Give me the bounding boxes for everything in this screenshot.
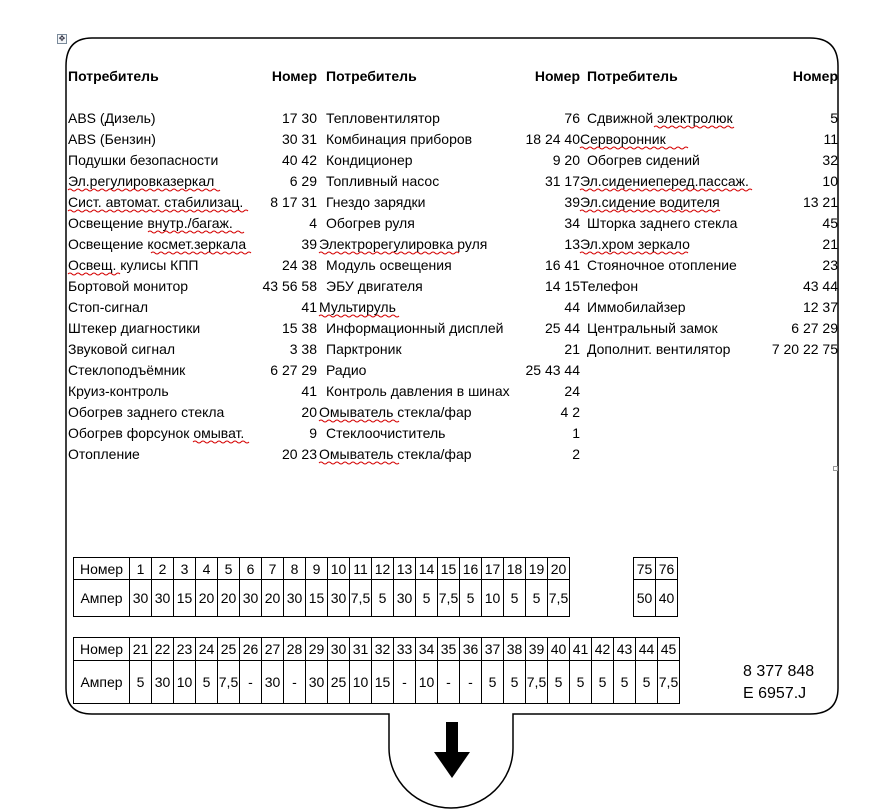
fuse-number-cell: 26 xyxy=(240,638,262,661)
fuse-amp-cell: 5 xyxy=(130,661,152,704)
fuse-numbers: 6 27 29 xyxy=(270,362,317,378)
consumer-row xyxy=(68,194,317,215)
consumer-name: Радио xyxy=(326,362,367,378)
consumer-name: Звуковой сигнал xyxy=(68,341,176,357)
fuse-numbers: 7 20 22 75 xyxy=(771,341,838,357)
consumer-name: Контроль давления в шинах xyxy=(326,383,510,399)
fuse-amp-cell: 5 xyxy=(504,580,526,617)
fuse-amp-cell: - xyxy=(460,661,482,704)
fuse-amp-cell: 15 xyxy=(306,580,328,617)
consumer-name: Мультируль xyxy=(319,299,396,315)
fuse-number-cell: 11 xyxy=(350,558,372,580)
fuse-numbers: 40 42 xyxy=(281,152,317,168)
fuse-number-cell: 32 xyxy=(372,638,394,661)
fuse-number-cell: 17 xyxy=(482,558,504,580)
fuse-numbers: 1 xyxy=(572,425,580,441)
consumer-name: Иммобилайзер xyxy=(587,299,686,315)
consumer-row xyxy=(319,341,580,362)
fuse-amp-cell: 10 xyxy=(350,661,372,704)
consumer-row xyxy=(319,425,580,446)
fuse-number-cell: 19 xyxy=(526,558,548,580)
amp-label: Ампер xyxy=(74,661,130,704)
fuse-number-cell: 45 xyxy=(658,638,680,661)
fuse-number-cell: 42 xyxy=(592,638,614,661)
fuse-number-cell: 5 xyxy=(218,558,240,580)
consumer-row xyxy=(319,299,580,320)
fuse-numbers: 5 xyxy=(830,110,838,126)
fuse-amp-cell: 50 xyxy=(634,580,656,617)
header-number: Номер xyxy=(271,68,317,84)
consumer-row xyxy=(319,278,580,299)
consumer-row xyxy=(68,404,317,425)
consumer-name: Омыватель стекла/фар xyxy=(319,404,472,420)
consumer-row xyxy=(319,257,580,278)
fuse-amp-cell: 25 xyxy=(328,661,350,704)
consumer-column-3 xyxy=(580,68,838,362)
fuse-numbers: 21 xyxy=(564,341,580,357)
consumer-row xyxy=(68,446,317,467)
consumer-name: Бортовой монитор xyxy=(68,278,189,294)
fuse-number-cell: 25 xyxy=(218,638,240,661)
column-header xyxy=(68,68,317,86)
consumer-name: Серворонник xyxy=(580,131,666,147)
consumer-name: Круиз-контроль xyxy=(68,383,169,399)
fuse-table-1-20 xyxy=(73,557,570,617)
fuse-numbers: 6 27 29 xyxy=(791,320,838,336)
fuse-number-cell: 24 xyxy=(196,638,218,661)
consumer-row xyxy=(580,215,838,236)
consumer-name: Кондиционер xyxy=(326,152,413,168)
fuse-number-cell: 43 xyxy=(614,638,636,661)
fuse-number-cell: 8 xyxy=(284,558,306,580)
fuse-numbers: 43 56 58 xyxy=(262,278,317,294)
fuse-number-cell: 28 xyxy=(284,638,306,661)
consumer-name: Стеклоподъёмник xyxy=(68,362,186,378)
consumer-row xyxy=(68,362,317,383)
fuse-amp-cell: 15 xyxy=(174,580,196,617)
fuse-table-21-45 xyxy=(73,637,680,704)
fuse-number-cell: 35 xyxy=(438,638,460,661)
fuse-amp-cell: 5 xyxy=(504,661,526,704)
fuse-numbers: 17 30 xyxy=(281,110,317,126)
fuse-number-cell: 20 xyxy=(548,558,570,580)
consumer-row xyxy=(68,425,317,446)
consumer-row xyxy=(580,110,838,131)
consumer-row xyxy=(580,278,838,299)
consumer-row xyxy=(319,236,580,257)
consumer-name: Тепловентилятор xyxy=(326,110,440,126)
consumer-row xyxy=(68,299,317,320)
consumer-name: Шторка заднего стекла xyxy=(587,215,738,231)
consumer-row xyxy=(68,215,317,236)
consumer-row xyxy=(319,131,580,152)
fuse-amp-cell: 10 xyxy=(174,661,196,704)
consumer-row xyxy=(319,173,580,194)
consumer-name: Телефон xyxy=(580,278,639,294)
consumer-name: Эл.сидениеперед.пассаж. xyxy=(580,173,749,189)
consumer-name: Центральный замок xyxy=(587,320,718,336)
number-label: Номер xyxy=(74,638,130,661)
fuse-amp-cell: 7,5 xyxy=(438,580,460,617)
fuse-number-cell: 16 xyxy=(460,558,482,580)
consumer-name: Подушки безопасности xyxy=(68,152,219,168)
consumer-name: Сдвижной электролюк xyxy=(587,110,733,126)
consumer-name: Освещ. кулисы КПП xyxy=(68,257,199,273)
fuse-number-cell: 14 xyxy=(416,558,438,580)
fuse-number-cell: 6 xyxy=(240,558,262,580)
consumer-name: Эл.хром зеркало xyxy=(580,236,690,252)
fuse-number-cell: 21 xyxy=(130,638,152,661)
consumer-name: Комбинация приборов xyxy=(326,131,473,147)
consumer-row xyxy=(68,110,317,131)
fuse-numbers: 24 xyxy=(564,383,580,399)
fuse-number-cell: 3 xyxy=(174,558,196,580)
consumer-name: Стояночное отопление xyxy=(587,257,737,273)
fuse-amp-cell: 10 xyxy=(482,580,504,617)
consumer-name: ЭБУ двигателя xyxy=(326,278,423,294)
fuse-numbers: 21 xyxy=(822,236,838,252)
fuse-amp-cell: 5 xyxy=(416,580,438,617)
fuse-numbers: 16 41 xyxy=(544,257,580,273)
consumer-name: Штекер диагностики xyxy=(68,320,201,336)
fuse-numbers: 32 xyxy=(822,152,838,168)
part-number: 8 377 848 xyxy=(743,663,815,680)
fuse-amp-cell: 5 xyxy=(526,580,548,617)
fuse-numbers: 14 15 xyxy=(544,278,580,294)
fuse-numbers: 3 38 xyxy=(289,341,317,357)
fuse-amp-cell: 40 xyxy=(656,580,678,617)
consumer-row xyxy=(580,299,838,320)
fuse-number-cell: 15 xyxy=(438,558,460,580)
consumer-name: Гнездо зарядки xyxy=(326,194,426,210)
fuse-amp-cell: - xyxy=(438,661,460,704)
consumer-row xyxy=(68,341,317,362)
fuse-amp-cell: 30 xyxy=(240,580,262,617)
consumer-row xyxy=(319,446,580,467)
arrow-down-icon xyxy=(434,722,470,778)
fuse-number-cell: 18 xyxy=(504,558,526,580)
fuse-amp-cell: 30 xyxy=(262,661,284,704)
consumer-row xyxy=(319,110,580,131)
consumer-name: Обогрев руля xyxy=(326,215,415,231)
fuse-numbers: 20 23 xyxy=(281,446,317,462)
consumer-row xyxy=(68,131,317,152)
fuse-amp-cell: 5 xyxy=(614,661,636,704)
fuse-numbers: 10 xyxy=(822,173,838,189)
consumer-name: Обогрев форсунок омыват. xyxy=(68,425,245,441)
fuse-numbers: 39 xyxy=(564,194,580,210)
amp-label: Ампер xyxy=(74,580,130,617)
consumer-row xyxy=(319,194,580,215)
fuse-number-cell: 27 xyxy=(262,638,284,661)
fuse-number-cell: 76 xyxy=(656,558,678,580)
fuse-amp-cell: 7,5 xyxy=(526,661,548,704)
consumer-name: Стеклоочиститель xyxy=(326,425,446,441)
fuse-numbers: 44 xyxy=(564,299,580,315)
fuse-number-cell: 40 xyxy=(548,638,570,661)
fuse-number-cell: 39 xyxy=(526,638,548,661)
fuse-numbers: 41 xyxy=(301,299,317,315)
fuse-number-cell: 10 xyxy=(328,558,350,580)
fuse-amp-cell: 5 xyxy=(460,580,482,617)
consumer-row xyxy=(68,320,317,341)
fuse-numbers: 45 xyxy=(822,215,838,231)
header-consumer: Потребитель xyxy=(68,68,159,84)
consumer-row xyxy=(319,215,580,236)
consumer-row xyxy=(580,131,838,152)
fuse-amp-cell: 10 xyxy=(416,661,438,704)
fuse-numbers: 20 xyxy=(301,404,317,420)
consumer-row xyxy=(319,320,580,341)
fuse-numbers: 8 17 31 xyxy=(270,194,317,210)
fuse-number-cell: 31 xyxy=(350,638,372,661)
fuse-amp-cell: - xyxy=(394,661,416,704)
consumer-row xyxy=(68,257,317,278)
fuse-amp-cell: - xyxy=(240,661,262,704)
fuse-number-cell: 36 xyxy=(460,638,482,661)
column-header xyxy=(319,68,580,86)
fuse-numbers: 24 38 xyxy=(281,257,317,273)
fuse-numbers: 13 xyxy=(564,236,580,252)
fuse-numbers: 41 xyxy=(301,383,317,399)
consumer-row xyxy=(580,194,838,215)
consumer-row xyxy=(68,278,317,299)
consumer-name: Освещение внутр./багаж. xyxy=(68,215,233,231)
consumer-name: ABS (Дизель) xyxy=(68,110,156,126)
table-move-handle-icon[interactable]: ✥ xyxy=(58,34,66,43)
fuse-amp-cell: 30 xyxy=(130,580,152,617)
fuse-amp-cell: 5 xyxy=(196,661,218,704)
consumer-name: Омыватель стекла/фар xyxy=(319,446,472,462)
fuse-numbers: 76 xyxy=(564,110,580,126)
fuse-amp-cell: 30 xyxy=(394,580,416,617)
header-number: Номер xyxy=(792,68,838,84)
consumer-name: Эл.сидение водителя xyxy=(580,194,720,210)
fuse-numbers: 25 44 xyxy=(544,320,580,336)
consumer-column-1 xyxy=(68,68,317,467)
consumer-name: Парктроник xyxy=(326,341,402,357)
fuse-table-75-76 xyxy=(633,557,678,617)
fuse-amp-cell: 5 xyxy=(372,580,394,617)
fuse-amp-cell: 20 xyxy=(218,580,240,617)
fuse-number-cell: 2 xyxy=(152,558,174,580)
fuse-numbers: 31 17 xyxy=(544,173,580,189)
fuse-amp-cell: 7,5 xyxy=(548,580,570,617)
consumer-row xyxy=(319,152,580,173)
fuse-number-cell: 4 xyxy=(196,558,218,580)
consumer-name: Обогрев сидений xyxy=(587,152,700,168)
consumer-name: Отопление xyxy=(68,446,140,462)
fuse-amp-cell: 5 xyxy=(548,661,570,704)
fuse-amp-cell: 20 xyxy=(262,580,284,617)
consumer-name: Электрорегулировка руля xyxy=(319,236,488,252)
consumer-name: Сист. автомат. стабилизац. xyxy=(68,194,244,210)
consumer-name: Топливный насос xyxy=(326,173,440,189)
fuse-number-cell: 1 xyxy=(130,558,152,580)
fuse-numbers: 4 2 xyxy=(560,404,580,420)
consumer-name: ABS (Бензин) xyxy=(68,131,156,147)
header-number: Номер xyxy=(534,68,580,84)
consumer-name: Информационный дисплей xyxy=(326,320,504,336)
fuse-number-cell: 34 xyxy=(416,638,438,661)
fuse-numbers: 15 38 xyxy=(281,320,317,336)
fuse-numbers: 13 21 xyxy=(802,194,838,210)
fuse-amp-cell: - xyxy=(284,661,306,704)
fuse-numbers: 18 24 40 xyxy=(525,131,580,147)
fuse-numbers: 34 xyxy=(564,215,580,231)
fuse-numbers: 2 xyxy=(572,446,580,462)
consumer-name: Стоп-сигнал xyxy=(68,299,149,315)
fuse-number-cell: 29 xyxy=(306,638,328,661)
fuse-numbers: 23 xyxy=(822,257,838,273)
fuse-numbers: 11 xyxy=(823,131,838,147)
fuse-number-cell: 33 xyxy=(394,638,416,661)
consumer-row xyxy=(580,152,838,173)
consumer-row xyxy=(580,173,838,194)
consumer-name: Дополнит. вентилятор xyxy=(587,341,731,357)
fuse-numbers: 39 xyxy=(301,236,317,252)
fuse-numbers: 9 xyxy=(309,425,317,441)
consumer-name: Освещение космет.зеркала xyxy=(68,236,247,252)
consumer-row xyxy=(319,362,580,383)
fuse-numbers: 6 29 xyxy=(289,173,317,189)
consumer-name: Модуль освещения xyxy=(326,257,452,273)
resize-handle[interactable] xyxy=(833,466,838,471)
fuse-number-cell: 30 xyxy=(328,638,350,661)
fuse-number-cell: 13 xyxy=(394,558,416,580)
fuse-amp-cell: 5 xyxy=(482,661,504,704)
column-header xyxy=(580,68,838,86)
consumer-name: Эл.регулировказеркал xyxy=(68,173,215,189)
consumer-name: Обогрев заднего стекла xyxy=(68,404,225,420)
fuse-amp-cell: 7,5 xyxy=(218,661,240,704)
number-label: Номер xyxy=(74,558,130,580)
fuse-number-cell: 7 xyxy=(262,558,284,580)
consumer-row xyxy=(68,236,317,257)
consumer-row xyxy=(580,257,838,278)
fuse-number-cell: 37 xyxy=(482,638,504,661)
fuse-number-cell: 22 xyxy=(152,638,174,661)
fuse-numbers: 9 20 xyxy=(552,152,580,168)
consumer-row xyxy=(68,173,317,194)
fuse-amp-cell: 20 xyxy=(196,580,218,617)
fuse-amp-cell: 15 xyxy=(372,661,394,704)
fuse-numbers: 25 43 44 xyxy=(525,362,580,378)
consumer-row xyxy=(68,383,317,404)
fuse-number-cell: 9 xyxy=(306,558,328,580)
fuse-amp-cell: 30 xyxy=(284,580,306,617)
consumer-row xyxy=(68,152,317,173)
fuse-amp-cell: 30 xyxy=(328,580,350,617)
header-consumer: Потребитель xyxy=(326,68,417,84)
consumer-row xyxy=(580,341,838,362)
fuse-amp-cell: 7,5 xyxy=(350,580,372,617)
consumer-row xyxy=(319,404,580,425)
fuse-amp-cell: 5 xyxy=(636,661,658,704)
fuse-number-cell: 44 xyxy=(636,638,658,661)
fuse-number-cell: 12 xyxy=(372,558,394,580)
consumer-row xyxy=(319,383,580,404)
header-consumer: Потребитель xyxy=(587,68,678,84)
fuse-amp-cell: 30 xyxy=(306,661,328,704)
fuse-amp-cell: 5 xyxy=(570,661,592,704)
consumer-row xyxy=(580,320,838,341)
fuse-numbers: 12 37 xyxy=(802,299,838,315)
fuse-amp-cell: 30 xyxy=(152,661,174,704)
revision-code: E 6957.J xyxy=(743,685,807,702)
fuse-number-cell: 75 xyxy=(634,558,656,580)
fuse-numbers: 4 xyxy=(309,215,317,231)
fuse-numbers: 43 44 xyxy=(802,278,838,294)
fuse-amp-cell: 5 xyxy=(592,661,614,704)
fuse-number-cell: 23 xyxy=(174,638,196,661)
fuse-amp-cell: 30 xyxy=(152,580,174,617)
fuse-amp-cell: 7,5 xyxy=(658,661,680,704)
fuse-numbers: 30 31 xyxy=(281,131,317,147)
fuse-number-cell: 41 xyxy=(570,638,592,661)
consumer-row xyxy=(580,236,838,257)
fuse-number-cell: 38 xyxy=(504,638,526,661)
consumer-column-2 xyxy=(319,68,580,467)
